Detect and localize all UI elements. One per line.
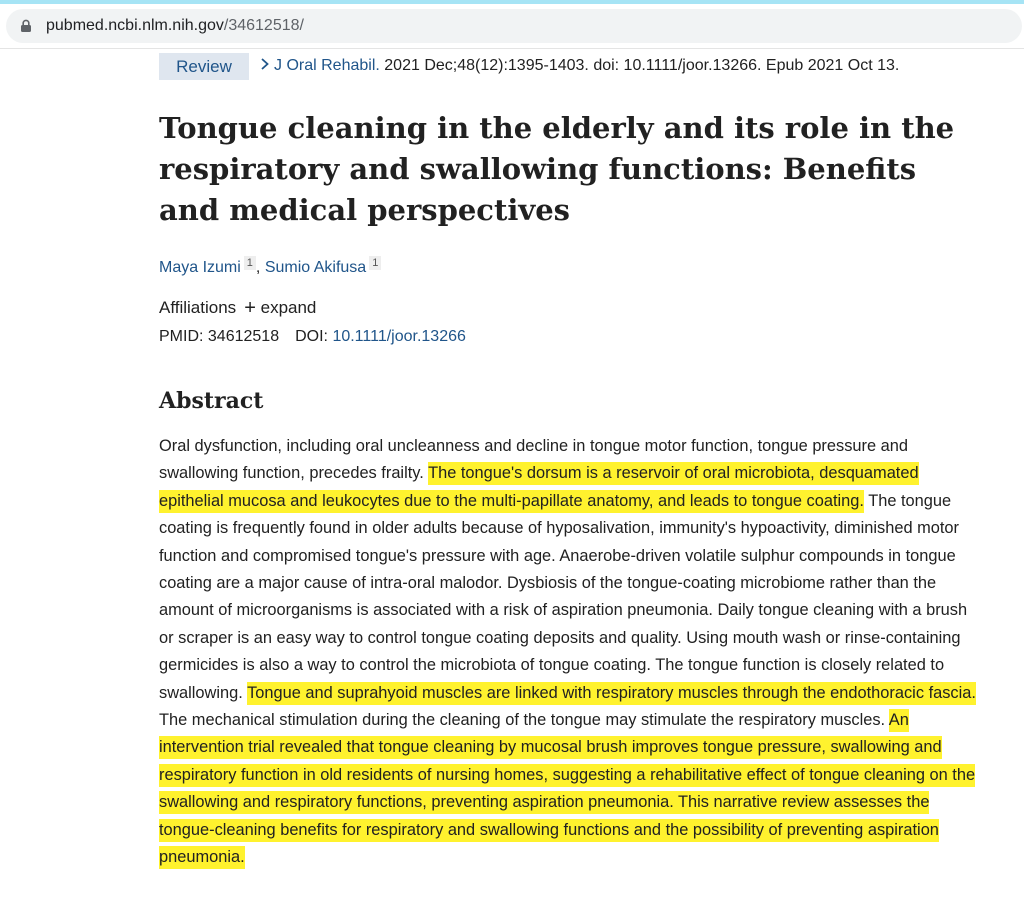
abstract-heading: Abstract (159, 388, 264, 414)
browser-address-bar (0, 4, 1024, 49)
pmid-value: 34612518 (207, 328, 280, 345)
pmid-label: PMID: (159, 328, 204, 345)
affiliation-marker[interactable]: 1 (369, 256, 381, 270)
journal-link[interactable] (260, 57, 380, 74)
identifiers-row (159, 328, 466, 346)
abstract-segment: Oral dysfunction, including oral uncleanness and decline in tongue motor function, tongue pressure and swallowing function, precedes frailty. (159, 437, 908, 483)
url-text[interactable] (46, 17, 304, 35)
doi-link[interactable]: 10.1111/joor.13266 (332, 328, 466, 345)
url-field[interactable] (6, 9, 1022, 43)
url-host: pubmed.ncbi.nlm.nih.gov (46, 17, 224, 34)
affiliations-row (159, 297, 316, 320)
journal-name: J Oral Rehabil. (274, 57, 380, 74)
lock-icon[interactable] (19, 19, 33, 33)
plus-icon: + (244, 297, 256, 319)
article-title: Tongue cleaning in the elderly and its role in the respiratory and swallowing functions: Benefits and medical perspectives (159, 111, 955, 227)
affiliation-marker[interactable]: 1 (244, 256, 256, 270)
chevron-right-icon (260, 57, 274, 75)
abstract-text (159, 433, 979, 872)
author-separator: , (255, 259, 265, 276)
abstract-segment: The tongue coating is frequently found in older adults because of hyposalivation, immunity's hypoactivity, diminished motor function and compromised tongue's pressure with age. Anaerobe-driven volatile sulphur compounds in tongue coating are a major cause of intra-oral malodor. Dysbiosis of the tongue-coating microbiome rather than the amount of microorganisms is associated with a risk of aspiration pneumonia. Daily tongue cleaning with a brush or scraper is an easy way to control tongue coating deposits and quality. Using mouth wash or rinse-containing germicides is also a way to control the microbiota of tongue coating. The tongue function is closely related to swallowing. (159, 491, 968, 702)
abstract-segment-highlighted: An intervention trial revealed that tongue cleaning by mucosal brush improves tongue pressure, swallowing and respiratory function in old residents of nursing homes, suggesting a rehabilitative effect of tongue cleaning on the swallowing and respiratory functions, preventing aspiration pneumonia. This narrative review assesses the tongue-cleaning benefits for respiratory and swallowing functions and the possibility of preventing aspiration pneumonia. (159, 709, 975, 869)
author-list (159, 256, 381, 277)
author-link[interactable]: Maya Izumi (159, 259, 241, 276)
abstract-segment: The mechanical stimulation during the cleaning of the tongue may stimulate the respiratory muscles. (159, 711, 889, 730)
affiliations-label: Affiliations (159, 298, 237, 317)
abstract-segment-highlighted: Tongue and suprahyoid muscles are linked with respiratory muscles through the endothoracic fascia. (247, 682, 976, 705)
expand-label: expand (260, 298, 317, 317)
author-link[interactable]: Sumio Akifusa (264, 259, 367, 276)
article-type-badge: Review (159, 53, 249, 80)
doi-label: DOI: (295, 328, 328, 345)
url-path: /34612518/ (223, 17, 304, 34)
citation-details: 2021 Dec;48(12):1395-1403. doi: 10.1111/joor.13266. Epub 2021 Oct 13. (379, 57, 900, 74)
abstract-segment-highlighted: The tongue's dorsum is a reservoir of oral microbiota, desquamated epithelial mucosa and leukocytes due to the multi-papillate anatomy, and leads to tongue coating. (159, 462, 919, 512)
expand-button[interactable] (236, 298, 316, 317)
citation-line (260, 57, 899, 75)
